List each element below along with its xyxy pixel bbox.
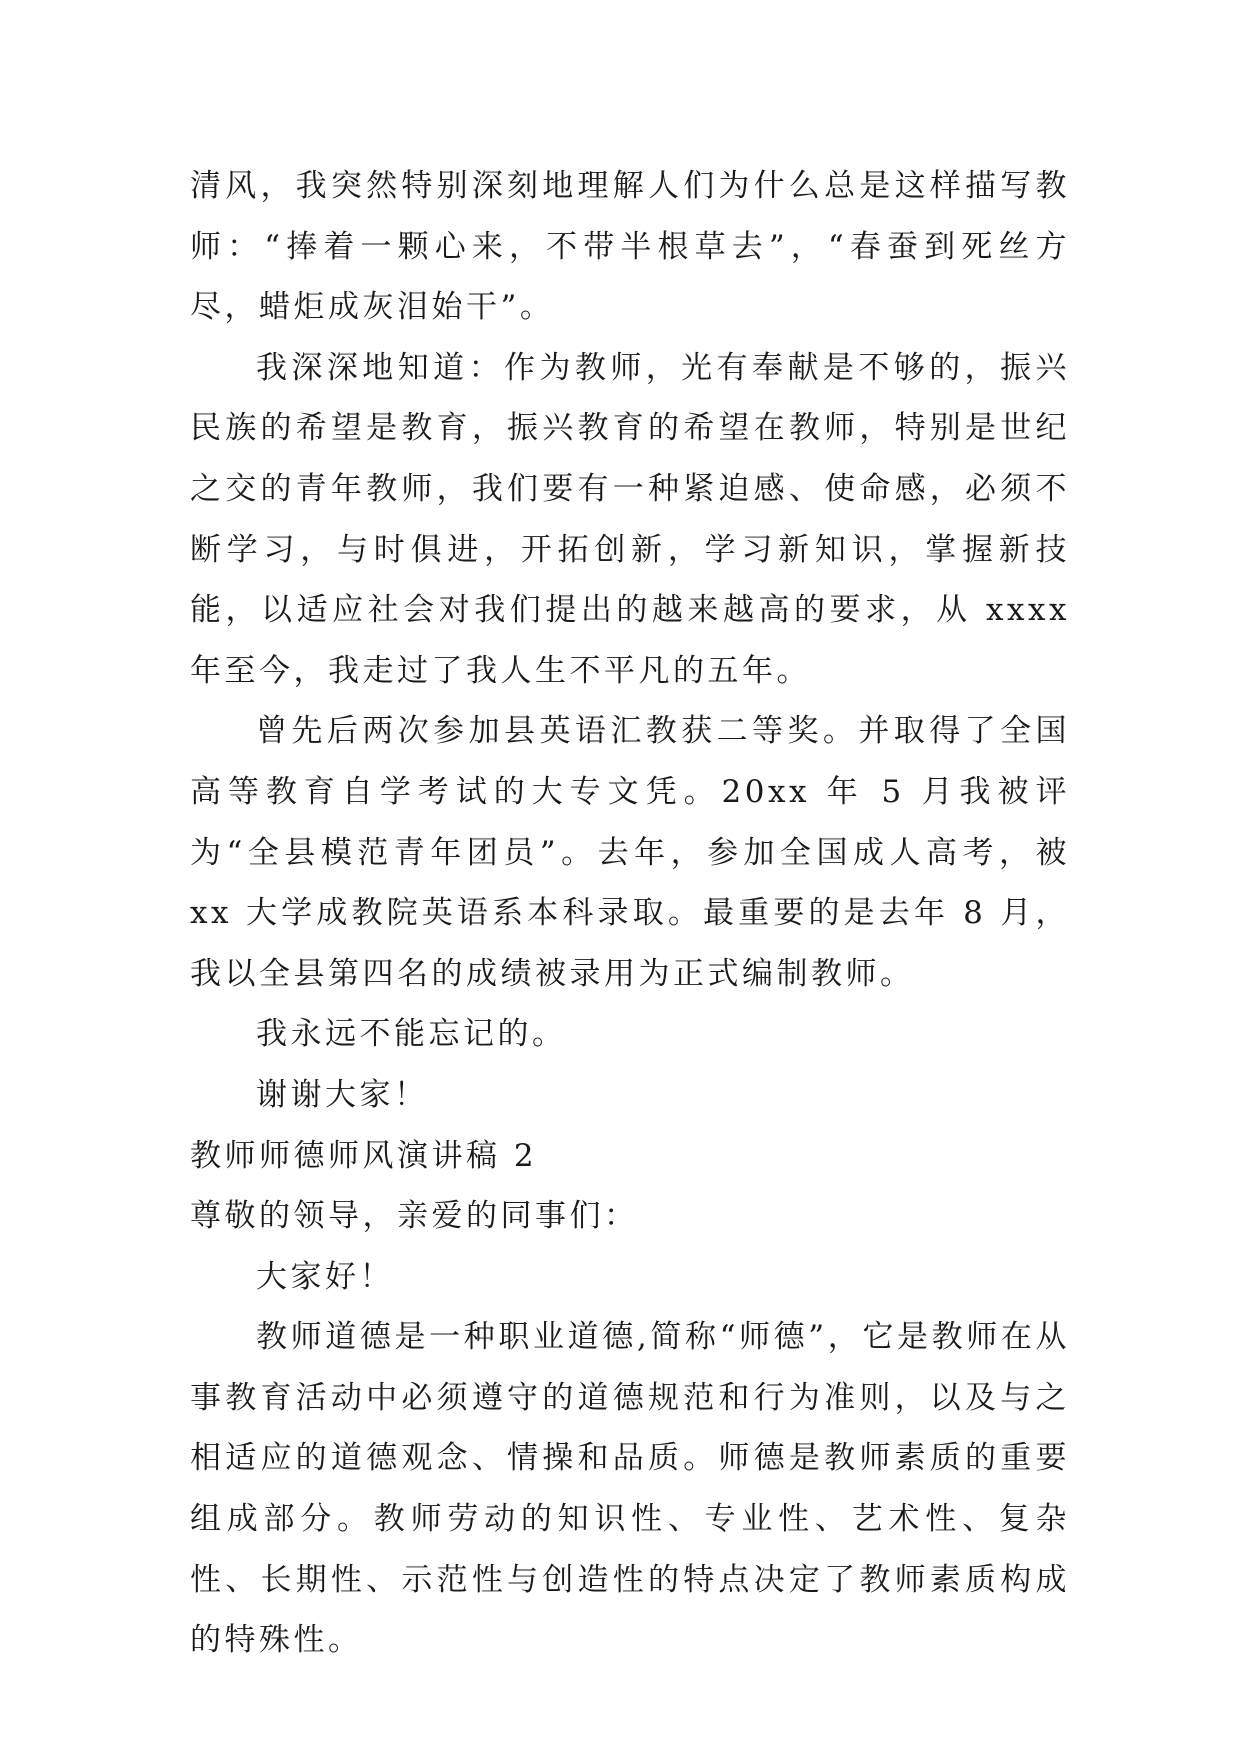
paragraph-1: 清风，我突然特别深刻地理解人们为什么总是这样描写教师：“捧着一颗心来，不带半根草去”，“春蚕到死丝方尽，蜡炬成灰泪始干”。 xyxy=(190,168,1070,326)
paragraph-5: 谢谢大家！ xyxy=(256,1076,429,1113)
salutation: 尊敬的领导，亲爱的同事们： xyxy=(190,1198,639,1235)
paragraph-4: 我永远不能忘记的。 xyxy=(256,1016,567,1053)
paragraph-2: 我深深地知道：作为教师，光有奉献是不够的，振兴民族的希望是教育，振兴教育的希望在教师，特别是世纪之交的青年教师，我们要有一种紧迫感、使命感，必须不断学习，与时俱进，开拓创新，学习新知识，掌握新技能，以适应社会对我们提出的越来越高的要求，从 xxxx 年至今，我走过了我人生不平凡的五年。 xyxy=(190,349,1070,689)
section-title: 教师师德师风演讲稿 2 xyxy=(190,1137,538,1174)
document-body xyxy=(190,156,1070,1671)
greeting: 大家好！ xyxy=(256,1258,394,1295)
paragraph-3: 曾先后两次参加县英语汇教获二等奖。并取得了全国高等教育自学考试的大专文凭。20xx 年 5 月我被评为“全县模范青年团员”。去年，参加全国成人高考，被 xx 大学成教院英语系本科录取。最重要的是去年 8 月，我以全县第四名的成绩被录用为正式编制教师。 xyxy=(190,713,1070,992)
paragraph-9: 教师道德是一种职业道德,简称“师德”，它是教师在从事教育活动中必须遵守的道德规范和行为准则，以及与之相适应的道德观念、情操和品质。师德是教师素质的重要组成部分。教师劳动的知识性、专业性、艺术性、复杂性、长期性、示范性与创造性的特点决定了教师素质构成的特殊性。 xyxy=(190,1319,1070,1659)
